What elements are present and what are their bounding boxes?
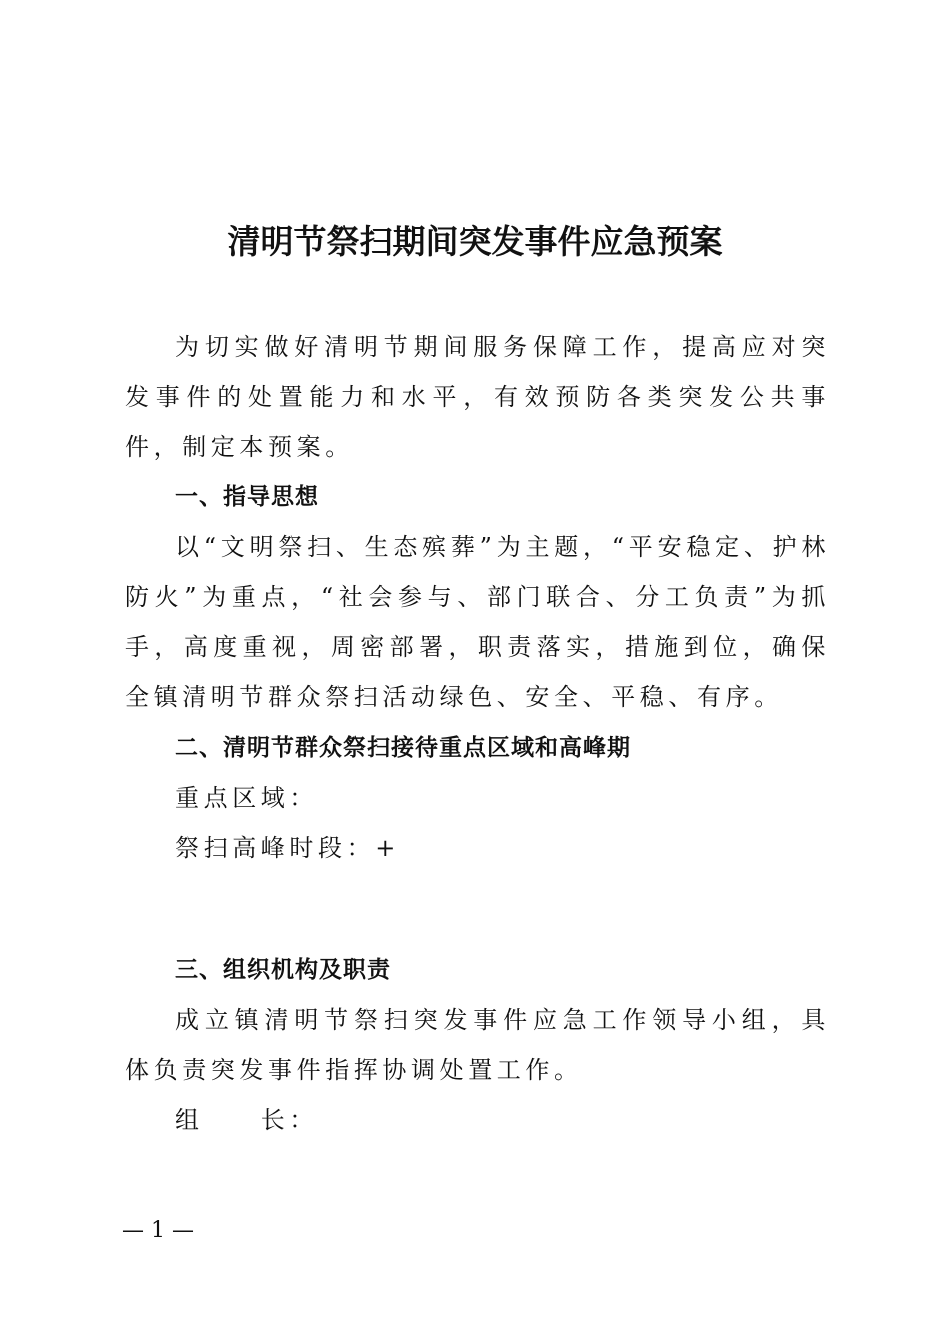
section-1-paragraph: 以“文明祭扫、生态殡葬”为主题，“平安稳定、护林防火”为重点，“社会参与、部门联合、分工负责”为抓手，高度重视，周密部署，职责落实，措施到位，确保全镇清明节群众祭扫活动绿色、安全、平稳、有序。 — [125, 533, 830, 711]
leader-line: 组 长： — [175, 1106, 318, 1134]
section-3-paragraph: 成立镇清明节祭扫突发事件应急工作领导小组，具体负责突发事件指挥协调处置工作。 — [125, 1006, 830, 1084]
document-title: 清明节祭扫期间突发事件应急预案 — [227, 222, 723, 261]
peak-period-line: 祭扫高峰时段：+ — [175, 834, 400, 862]
key-area-line: 重点区域： — [175, 784, 318, 812]
page-number: — 1 — — [122, 1218, 194, 1243]
section-3-heading: 三、组织机构及职责 — [175, 957, 391, 983]
section-1-heading: 一、指导思想 — [175, 484, 319, 510]
section-2-heading: 二、清明节群众祭扫接待重点区域和高峰期 — [175, 735, 631, 761]
intro-paragraph: 为切实做好清明节期间服务保障工作，提高应对突发事件的处置能力和水平，有效预防各类突发公共事件，制定本预案。 — [125, 333, 830, 461]
